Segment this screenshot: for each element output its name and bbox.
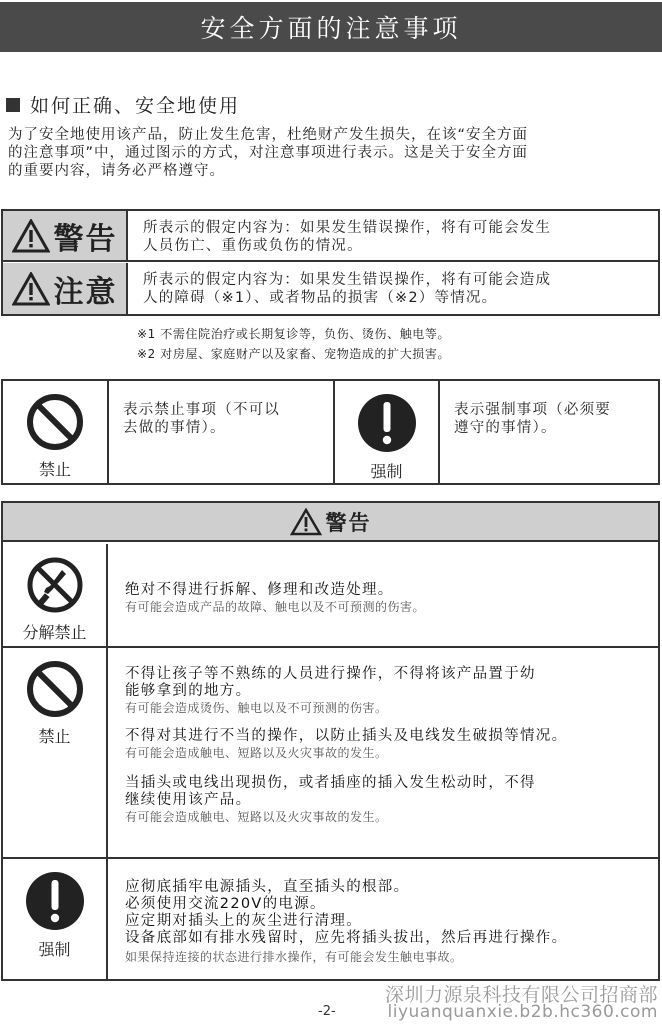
prohibit-desc-line: 表示禁止事项（不可以 (123, 402, 280, 418)
footnote-2: ※2 对房屋、家庭财产以及家畜、宠物造成的扩大损害。 (137, 347, 451, 361)
warning-desc-line: 人员伤亡、重伤或负伤的情况。 (143, 238, 363, 254)
intro-line: 为了安全地使用该产品，防止发生危害，杜绝财产发生损失，在该“安全方面 (8, 127, 529, 143)
warning-row-icon-cell (3, 544, 108, 646)
caution-description (143, 271, 648, 307)
warning-table-title (3, 503, 658, 542)
warning-row-disassembly (3, 544, 658, 648)
warning-row-text (125, 859, 655, 965)
page-header (0, 2, 662, 52)
warning-main-line: 不得对其进行不当的操作，以防止插头及电线发生破损等情况。 (125, 728, 568, 744)
page-number: -2- (318, 1004, 336, 1019)
prohibit-symbol-cell (3, 381, 109, 483)
warning-sub-line: 有可能会造成产品的故障、触电以及不可预测的伤害。 (125, 600, 426, 614)
footnote-1: ※1 不需住院治疗或长期复诊等，负伤、烫伤、触电等。 (137, 327, 451, 341)
mandatory-caption: 强制 (370, 462, 403, 481)
warning-table-title-text: 警告 (325, 510, 372, 535)
caution-desc-line: 所表示的假定内容为：如果发生错误操作，将有可能会造成 (143, 272, 552, 288)
prohibit-icon (26, 393, 84, 451)
warning-row-icon-cell (3, 859, 108, 979)
warning-main-line: 应定期对插头上的灰尘进行清理。 (125, 913, 362, 929)
warning-triangle-icon (290, 508, 322, 536)
warning-desc-line: 所表示的假定内容为：如果发生错误操作，将有可能会发生 (143, 220, 552, 236)
page-title: 安全方面的注意事项 (200, 14, 462, 43)
warning-row-text (125, 648, 655, 825)
warning-sub-line: 如果保持连接的状态进行排水操作，有可能会发生触电事故。 (125, 950, 463, 964)
disassembly-caption: 分解禁止 (22, 623, 87, 642)
warning-sub-line: 有可能会造成触电、短路以及火灾事故的发生。 (125, 810, 388, 824)
section-heading (6, 91, 240, 118)
warning-sub-line: 有可能会造成烫伤、触电以及不可预测的伤害。 (125, 701, 388, 715)
mandatory-icon (357, 393, 417, 453)
warning-item (125, 775, 655, 825)
footnotes (137, 324, 450, 364)
signal-word-legend (1, 209, 660, 316)
prohibit-caption: 禁止 (38, 460, 71, 479)
prohibit-desc-line: 去做的事情）。 (123, 420, 226, 436)
warning-main-line: 应彻底插牢电源插头，直至插头的根部。 (125, 879, 410, 895)
warning-table (1, 501, 660, 981)
warning-sub-line: 有可能会造成触电、短路以及火灾事故的发生。 (125, 746, 388, 760)
caution-label-text: 注意 (53, 274, 118, 310)
warning-main-line: 不得让孩子等不熟练的人员进行操作，不得将该产品置于幼 (125, 666, 536, 682)
mandatory-row-caption: 强制 (38, 940, 71, 959)
warning-description (143, 219, 648, 255)
warning-main-line: 设备底部如有排水残留时，应先将插头拔出，然后再进行操作。 (125, 930, 568, 946)
mandatory-desc-line: 表示强制事项（必须要 (454, 402, 611, 418)
symbol-legend (1, 379, 660, 485)
warning-label (3, 211, 128, 260)
mandatory-desc-line: 遵守的事情）。 (454, 420, 557, 436)
warning-row-icon-cell (3, 648, 108, 857)
warning-main-line: 能够拿到的地方。 (125, 683, 252, 699)
warning-main-line: 绝对不得进行拆解、修理和改造处理。 (125, 582, 394, 598)
square-bullet-icon (6, 98, 20, 112)
watermark-url: liyuanquanxie.b2b.hc360.com (387, 1002, 658, 1022)
no-disassembly-icon (26, 556, 84, 614)
intro-line: 的重要内容，请务必严格遵守。 (8, 163, 225, 179)
warning-main-line: 继续使用该产品。 (125, 792, 252, 808)
warning-item (125, 728, 655, 761)
mandatory-icon (25, 871, 85, 931)
section-title: 如何正确、安全地使用 (30, 95, 241, 117)
mandatory-symbol-cell (335, 381, 440, 483)
prohibit-description (109, 381, 335, 483)
caution-label (3, 263, 128, 314)
warning-item (125, 666, 655, 716)
caution-triangle-icon (12, 272, 50, 306)
caution-desc-line: 人的障碍（※1）、或者物品的损害（※2）等情况。 (143, 290, 498, 306)
legend-row-caution (3, 263, 658, 314)
warning-row-prohibit (3, 648, 658, 859)
warning-main-line: 必须使用交流220V的电源。 (125, 896, 326, 912)
prohibit-icon (26, 660, 84, 718)
warning-row-mandatory (3, 859, 658, 979)
warning-main-line: 当插头或电线出现损伤，或者插座的插入发生松动时，不得 (125, 775, 536, 791)
intro-line: 的注意事项”中，通过图示的方式，对注意事项进行表示。这是关于安全方面 (8, 145, 529, 161)
watermark-company: 深圳力源泉科技有限公司招商部 (384, 984, 658, 1006)
prohibit-row-caption: 禁止 (38, 727, 71, 746)
intro-paragraph (8, 126, 658, 180)
warning-triangle-icon (12, 219, 50, 253)
warning-label-text: 警告 (53, 221, 118, 257)
warning-row-text (125, 544, 655, 615)
legend-row-warning (3, 211, 658, 262)
mandatory-description (440, 381, 658, 483)
